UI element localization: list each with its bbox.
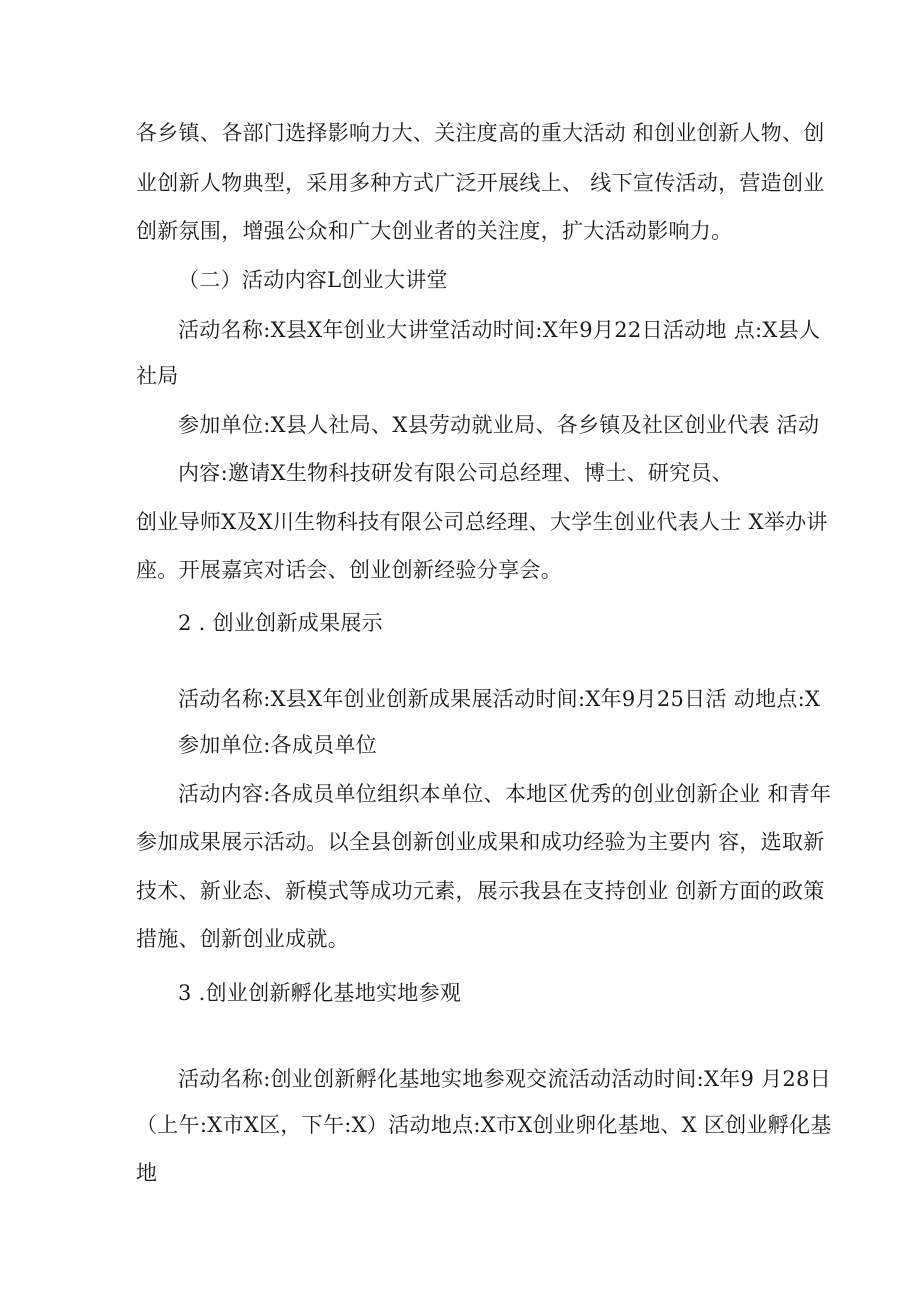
activity-2-units-line: 参加单位:各成员单位 [178, 733, 378, 757]
activity-1-name-line: 活动名称:X县X年创业大讲堂活动时间:X年9月22日活动地 点:X县人 [178, 318, 821, 342]
paragraph-line-3: 创新氛围，增强公众和广大创业者的关注度，扩大活动影响力。 [136, 219, 733, 243]
activity-3-name-line: 活动名称:创业创新孵化基地实地参观交流活动活动时间:X年9 月28日 [178, 1067, 832, 1091]
activity-1-content-line-3: 座。开展嘉宾对话会、创业创新经验分享会。 [136, 558, 562, 582]
activity-1-units-line: 参加单位:X县人社局、X县劳动就业局、各乡镇及社区创业代表 活动 [178, 413, 820, 437]
activity-2-content-line-2: 参加成果展示活动。以全县创新创业成果和成功经验为主要内 容，选取新 [136, 830, 825, 854]
activity-2-content-line-4: 措施、创新创业成就。 [136, 927, 349, 951]
activity-1-content-line: 内容:邀请X生物科技研发有限公司总经理、博士、研究员、 [178, 461, 734, 485]
section-heading-2: （二）活动内容L创业大讲堂 [178, 268, 448, 292]
activity-2-content-line: 活动内容:各成员单位组织本单位、本地区优秀的创业创新企业 和青年 [178, 782, 832, 806]
activity-2-content-line-3: 技术、新业态、新模式等成功元素，展示我县在支持创业 创新方面的政策 [136, 879, 825, 903]
activity-3-location-line: （上午:X市X区，下午:X）活动地点:X市X创业卵化基地、X 区创业孵化基 [136, 1113, 832, 1137]
paragraph-line-2: 业创新人物典型，采用多种方式广泛开展线上、 线下宣传活动，营造创业 [136, 171, 825, 195]
paragraph-line-1: 各乡镇、各部门选择影响力大、关注度高的重大活动 和创业创新人物、创 [136, 121, 825, 145]
activity-2-name-line: 活动名称:X县X年创业创新成果展活动时间:X年9月25日活 动地点:X [178, 687, 821, 711]
activity-1-location-line: 社局 [136, 364, 179, 388]
section-heading-item-2: 2 . 创业创新成果展示 [178, 611, 383, 635]
activity-1-content-line-2: 创业导师X及X川生物科技有限公司总经理、大学生创业代表人士 X举办讲 [136, 510, 828, 534]
section-heading-item-3: 3 .创业创新孵化基地实地参观 [178, 981, 462, 1005]
activity-3-location-line-2: 地 [136, 1161, 158, 1185]
